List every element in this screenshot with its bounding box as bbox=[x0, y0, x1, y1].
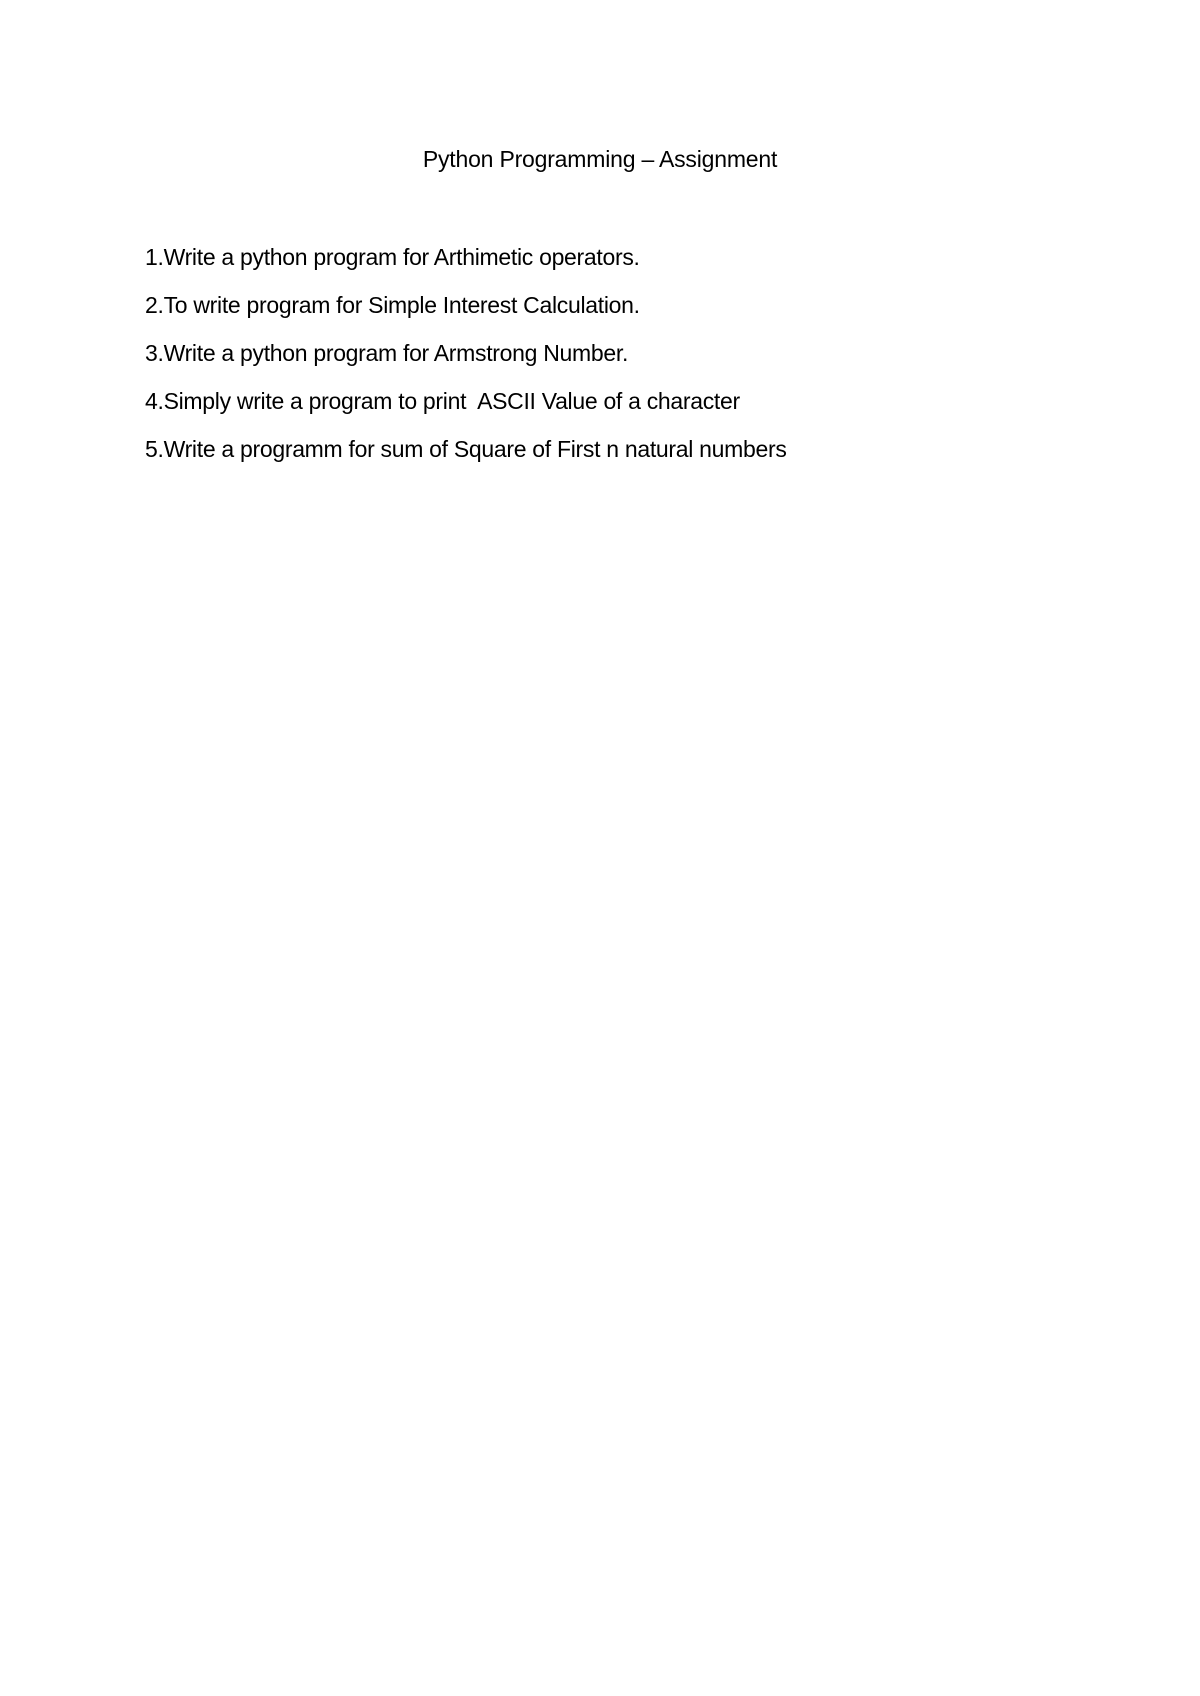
question-list bbox=[145, 242, 787, 482]
question-item: 4.Simply write a program to print ASCII Value of a character bbox=[145, 388, 740, 414]
question-item: 1.Write a python program for Arthimetic operators. bbox=[145, 244, 640, 270]
page-title: Python Programming – Assignment bbox=[422, 146, 778, 172]
question-item: 3.Write a python program for Armstrong Number. bbox=[145, 340, 629, 366]
question-item: 2.To write program for Simple Interest Calculation. bbox=[145, 292, 640, 318]
question-item: 5.Write a programm for sum of Square of First n natural numbers bbox=[145, 436, 787, 462]
